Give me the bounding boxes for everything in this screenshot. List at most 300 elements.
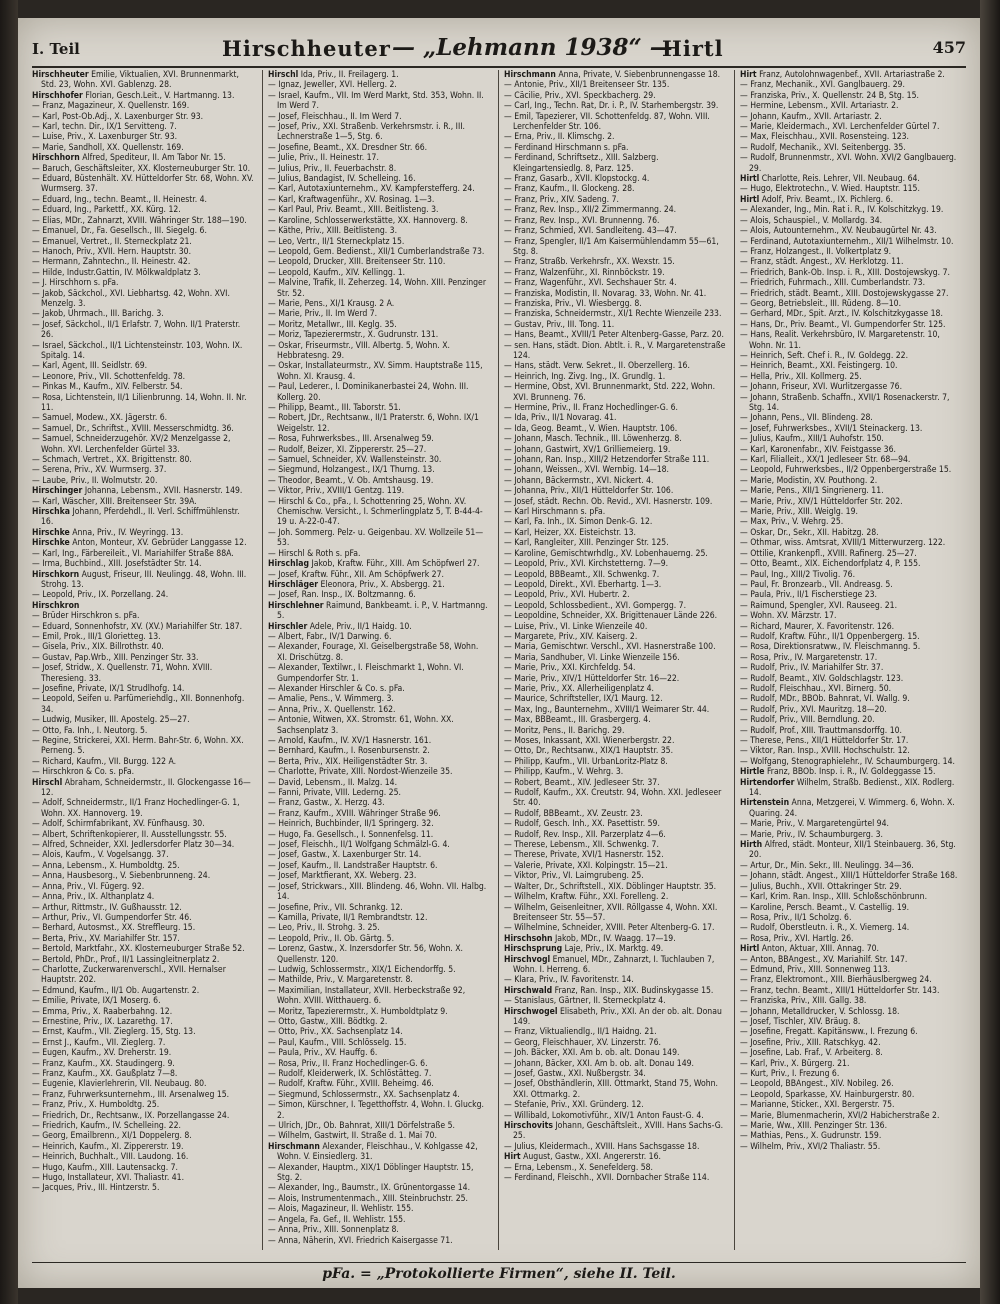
directory-entry: — Viktor, Ran. Insp., XVIII. Hochschulstr. 12.: [740, 746, 910, 757]
directory-entry: — Marie, Pens., XII/1 Singrienerg. 11.: [740, 486, 884, 497]
directory-entry: — Franz, Magazineur, X. Quellenstr. 169.: [32, 101, 190, 112]
directory-entry: — Karl, Priv., X. Bürgerg. 21.: [740, 1058, 850, 1069]
directory-entry: — Ferdinand, Autotaxiunternehm., XII/1 Wilhelmstr. 10.: [740, 236, 954, 247]
directory-entry: — Josef, Fleischhau., II. Im Werd 7.: [268, 111, 402, 122]
directory-entry: — Samuel, Dr., Schriftst., XVIII. Messerschmidtg. 36.: [32, 423, 234, 434]
directory-entry: — Albert, Schriftenkopierer, II. Ausstellungsstr. 55.: [32, 829, 227, 840]
directory-entry: — Josefine, Private, IX/1 Strudlhofg. 14.: [32, 683, 185, 694]
directory-entry: — Ernestine, Priv., IX. Lazarethg. 17.: [32, 1016, 173, 1027]
directory-entry: — Moritz, Metallwr., III. Keglg. 35.: [268, 319, 397, 330]
directory-entry: Hirtendorfer Wilhelm, Straßb. Bedienst., XIX. Rodlerg. 14.: [740, 777, 955, 799]
directory-entry: — Marie, Priv., XIV/1 Hütteldorfer Str. 202.: [740, 496, 903, 507]
directory-entry: — Moritz, Pens., II. Barichg. 29.: [504, 725, 625, 736]
directory-entry: — Karl, Karonenfabr., XIV. Feistgasse 36.: [740, 444, 896, 455]
directory-entry: — Anna, Priv., VI. Fügerg. 92.: [32, 881, 145, 892]
directory-entry: — Franz, Rev. Insp., XVI. Brunnenng. 76.: [504, 215, 660, 226]
directory-entry: Hirtle Franz, BBOb. Insp. i. R., IV. Goldeggasse 15.: [740, 767, 936, 778]
directory-entry: — Josef, Fleischh., II/1 Wolfgang Schmälzl-G. 4.: [268, 840, 450, 851]
directory-entry: — Josef, Kaufm., II. Landstraßer Hauptstr. 6.: [268, 860, 438, 871]
directory-entry: — Eduard, Büstenhält. XV. Hütteldorfer Str. 68, Wohn. XV. Wurmserg. 37.: [32, 174, 254, 195]
directory-entry: — Heinrich, Seft. Chef i. R., IV. Goldegg. 22.: [740, 350, 909, 361]
directory-entry: — Rudolf, Oberstleutn. i. R., X. Viemerg. 14.: [740, 923, 910, 934]
directory-entry: — Richard, Maurer, X. Favoritenstr. 126.: [740, 621, 895, 632]
directory-entry: — Johann, Bäckermstr., XVI. Nickert. 4.: [504, 475, 654, 486]
directory-entry: Hirschsohn Jakob, MDr., IV. Waagg. 17—19.: [504, 933, 676, 944]
column-divider: [734, 70, 735, 1250]
directory-entry: — Franz, Schmied, XVI. Sandleiteng. 43—47.: [504, 226, 677, 237]
directory-entry: — Margarete, Priv., XIV. Kaiserg. 2.: [504, 631, 638, 642]
directory-entry: — Ottilie, Krankenpfl., XVIII. Rafinerg. 25—27.: [740, 548, 917, 559]
directory-entry: — Rudolf, BBBeamt., XV. Zeustr. 23.: [504, 808, 643, 819]
directory-entry: — Maria, Sandhuber, VI. Linke Wienzeile 156.: [504, 652, 680, 663]
directory-entry: — Kamilla, Private, II/1 Rembrandtstr. 12.: [268, 912, 428, 923]
directory-entry: — Leopold, Priv., XVI. Kirchstetterng. 7—9.: [504, 559, 669, 570]
directory-entry: — Alois, Instrumentenmach., XIII. Steinbruchstr. 25.: [268, 1193, 468, 1204]
directory-entry: — Leopold, BBBeamt., XII. Schwenkg. 7.: [504, 569, 660, 580]
directory-entry: — Samuel, Modew., XX. Jägerstr. 6.: [32, 413, 168, 424]
directory-entry: — Alois, Schauspiel., V. Mollardg. 34.: [740, 215, 883, 226]
directory-entry: — Karl Hirschmann s. pFa.: [504, 507, 606, 518]
directory-entry: — Alois, Kaufm., V. Vogelsangg. 37.: [32, 850, 169, 861]
directory-entry: — Alexander Hirschler & Co. s. pFa.: [268, 683, 405, 694]
directory-entry: — Oskar, Dr., Sekr., XII. Habitzg. 28.: [740, 527, 879, 538]
directory-entry: — Josef, Gastw., XXI. Nußbergstr. 34.: [504, 1069, 646, 1079]
directory-entry: — Marie, Ww., XIII. Penzinger Str. 136.: [740, 1121, 888, 1132]
directory-entry: — Eugenie, Klavierlehrerin, VII. Neubaug. 80.: [32, 1079, 207, 1090]
directory-entry: — Johann, Kaufm., XVII. Artariastr. 2.: [740, 111, 882, 122]
directory-entry: — Raimund, Spengler, XVI. Rauseeg. 21.: [740, 600, 898, 611]
directory-entry: — Hanoch, Priv., XVII. Hern. Hauptstr. 30.: [32, 246, 192, 257]
column-3: [504, 70, 726, 1250]
directory-entry: — Karoline, Persch. Beamt., V. Castellig. 19.: [740, 902, 910, 913]
directory-entry: — Anna, Priv., XIII. Sonnenplatz 8.: [268, 1225, 399, 1236]
directory-entry: Hirschhorn Alfred, Spediteur, II. Am Tabor Nr. 15.: [32, 153, 226, 164]
directory-entry: — Rudolf, Priv., IV. Mariahilfer Str. 37.: [740, 663, 884, 674]
directory-entry: — Karl, Heizer, XX. Eisteichstr. 13.: [504, 527, 636, 538]
directory-entry: — J. Hirschhorn s. pFa.: [32, 278, 119, 289]
columns-container: [32, 70, 966, 1250]
directory-entry: — David, Lebensm., II. Malzg. 14.: [268, 777, 398, 788]
directory-entry: — Hans, Realit. Verkehrsbüro, IV. Margaretenstr. 10, Wohn. Nr. 11.: [740, 330, 940, 351]
page-footer: pFa. = „Protokollierte Firmen“, siehe II. Teil.: [32, 1262, 966, 1288]
directory-entry: — Johann, Ran. Insp., XIII/2 Hetzendorfer Straße 111.: [504, 455, 710, 466]
directory-entry: — Mathias, Pens., X. Gudrunstr. 159.: [740, 1131, 882, 1142]
directory-entry: Hirtenstein Anna, Metzgerei, V. Wimmerg. 6, Wohn. X. Quaring. 24.: [740, 798, 955, 819]
directory-entry: Hirth Alfred, städt. Monteur, XII/1 Steinbauerg. 36, Stg. 20.: [740, 840, 956, 861]
directory-entry: — Marie, Pens., XI/1 Krausg. 2 A.: [268, 298, 395, 309]
directory-entry: — Julius, Kaufm., XIII/1 Auhofstr. 150.: [740, 434, 884, 445]
directory-entry: — Johann, Straßenb. Schaffn., XVII/1 Rosenackerstr. 7, Stg. 14.: [740, 392, 950, 413]
directory-entry: — Hella, Priv., XII. Kollmerg. 25.: [740, 371, 862, 382]
directory-entry: — Max, Priv., V. Wehrg. 25.: [740, 517, 844, 528]
directory-entry: Hirtl Anton, Aktuar, XIII. Annag. 70.: [740, 944, 879, 955]
directory-entry: — Paul, Ing., XIII/2 Tivolig. 76.: [740, 569, 856, 580]
directory-entry: — Heinrich, Buchbinder, II/1 Springerg. 32.: [268, 819, 434, 830]
directory-entry: — Therese, Private, XVI/1 Hasnerstr. 152.: [504, 850, 664, 861]
directory-entry: Hirschovits Johann, Geschäftsleit., XVIII. Hans Sachs-G. 25.: [504, 1121, 724, 1142]
directory-entry: — Georg, Emailbrenn., XI/1 Doppelerg. 8.: [32, 1131, 192, 1142]
directory-entry: — Klara, Priv., IV. Favoritenstr. 14.: [504, 975, 634, 986]
directory-entry: — Viktor, Priv., VI. Laimgrubeng. 25.: [504, 871, 644, 882]
directory-entry: — Franz, Wagenführ., XVI. Sechshauer Str. 4.: [504, 278, 677, 289]
directory-entry: — Moriz, Tapezierermstr., X. Gudrunstr. 131.: [268, 330, 439, 341]
directory-entry: — Franz, Kaufm., XX. Gaußplatz 7—8.: [32, 1069, 178, 1079]
directory-entry: — Gustav, Priv., III. Tong. 11.: [504, 319, 615, 330]
directory-entry: — Franziska, Priv., XIII. Gallg. 38.: [740, 996, 867, 1007]
directory-entry: — Otto, Gastw., XIII. Bödtkg. 2.: [268, 1016, 388, 1027]
directory-entry: — Leopold, Gem. Bedienst., XII/1 Cumberlandstraße 73.: [268, 246, 485, 257]
directory-entry: Hirschinger Johanna, Lebensm., XVII. Hasnerstr. 149.: [32, 486, 243, 497]
directory-entry: — Edmund, Kaufm., II/1 Ob. Augartenstr. 2.: [32, 985, 200, 996]
directory-entry: — Emil, Prok., III/1 Glorietteg. 13.: [32, 631, 161, 642]
directory-entry: — Friedrich, Dr., Rechtsanw., IX. Porzellangasse 24.: [32, 1110, 230, 1121]
directory-entry: — Simon, Kürschner, I. Tegetthoffstr. 4, Wohn. I. Gluckg. 2.: [268, 1100, 484, 1121]
directory-entry: Hirschke Anton, Monteur, XV. Gebrüder Langgasse 12.: [32, 538, 247, 549]
directory-entry: — Alexander, Ing., Baumstr., IX. Grünentorgasse 14.: [268, 1183, 471, 1194]
directory-entry: — Josef, Marktfierant, XX. Weberg. 23.: [268, 871, 417, 882]
directory-entry: — Hugo, Installateur, XVI. Thaliastr. 41.: [32, 1173, 185, 1184]
directory-entry: — Therese, Pens., XII/1 Hütteldorfer Str. 17.: [740, 736, 909, 746]
directory-entry: — Marie, Priv., II. Im Werd 7.: [268, 309, 378, 320]
directory-entry: — Samuel, Schneiderzugehör. XV/2 Menzelgasse 2, Wohn. XVI. Lerchenfelder Gürtel 33.: [32, 434, 231, 455]
directory-entry: — sen. Hans, städt. Dion. Abtlt. i. R., V. Margaretenstraße 124.: [504, 340, 726, 361]
directory-entry: — Max, Fleischhau., XVII. Rosensteing. 123.: [740, 132, 910, 143]
directory-entry: — Josef, Priv., XXI. Straßenb. Verkehrsmstr. i. R., III. Lechnerstraße 1—5, Stg. 6.: [268, 122, 465, 143]
directory-entry: — Marie, Sandholl, XX. Quellenstr. 169.: [32, 142, 184, 153]
directory-entry: — Philipp, Beamt., III. Taborstr. 51.: [268, 403, 401, 413]
directory-entry: Hirschl Ida, Priv., II. Freilagerg. 1.: [268, 70, 399, 80]
directory-entry: — Rudolf, Brunnenmstr., XVI. Wohn. XVI/2 Ganglbauerg. 29.: [740, 153, 957, 174]
directory-entry: Hirt Franz, Autolohnwagenbef., XVII. Artariastraße 2.: [740, 70, 945, 80]
directory-entry: — Rudolf, Prof., XIII. Trauttmansdorffg. 10.: [740, 725, 902, 736]
directory-entry: — Emanuel, Vertret., II. Sterneckplatz 21.: [32, 236, 192, 247]
directory-entry: — Maria, Gemischtwr. Verschl., XVI. Hasnerstraße 100.: [504, 642, 716, 653]
directory-entry: — Leopold, BBAngest., XIV. Nobileg. 26.: [740, 1079, 894, 1090]
directory-entry: — Joh. Bäcker, XXI. Am b. ob. alt. Donau 149.: [504, 1048, 680, 1059]
directory-entry: — Richard, Kaufm., VII. Burgg. 122 A.: [32, 756, 177, 767]
directory-entry: — Otto, Beamt., XIX. Eichendorfplatz 4, P. 155.: [740, 559, 921, 570]
directory-entry: — Franz, Elektromont., XIII. Bierhäuslbergweg 24.: [740, 975, 932, 986]
directory-entry: — Alois, Autounternehm., XV. Neubaugürtel Nr. 43.: [740, 226, 937, 237]
directory-entry: — Philipp, Kaufm., VII. UrbanLoritz-Platz 8.: [504, 756, 668, 767]
directory-entry: — Josef, Gastw., X. Laxenburger Str. 14.: [268, 850, 422, 861]
directory-entry: — Fanni, Private, VIII. Lederng. 25.: [268, 788, 401, 799]
directory-entry: — Franz, Kaufm., II. Glockeng. 28.: [504, 184, 635, 195]
directory-entry: — Leopoldine, Schneider, XX. Brigittenauer Lände 226.: [504, 611, 718, 622]
directory-entry: — Arthur, Rittmstr., IV. Gußhausstr. 12.: [32, 902, 182, 913]
directory-entry: — Josefine, Beamt., XX. Dresdner Str. 66.: [268, 142, 428, 153]
directory-entry: — Julius, Kleidermach., XVIII. Hans Sachsgasse 18.: [504, 1141, 700, 1152]
directory-entry: — Stanislaus, Gärtner, II. Sterneckplatz 4.: [504, 996, 666, 1007]
directory-entry: — Leopold, Direkt., XVI. Eberhartg. 1—3.: [504, 579, 662, 590]
directory-entry: — Ferdinand Hirschmann s. pFa.: [504, 142, 629, 153]
directory-entry: — Anton, BBAngest., XV. Mariahilf. Str. 147.: [740, 954, 908, 965]
directory-entry: — Johanna, Priv., XII/1 Hütteldorfer Str. 106.: [504, 486, 674, 497]
directory-entry: — Otto, Fa. Inh., I. Neutorg. 5.: [32, 725, 148, 736]
directory-entry: — Käthe, Priv., XIII. Beitlisteng. 3.: [268, 226, 398, 237]
directory-entry: — Ernst, Kaufm., VII. Zieglerg. 15, Stg. 13.: [32, 1027, 196, 1038]
directory-entry: — Anna, Priv., X. Quellenstr. 162.: [268, 704, 396, 715]
directory-entry: — Mathilde, Priv., V. Margaretenstr. 8.: [268, 975, 413, 986]
directory-entry: — Ernst J., Kaufm., VII. Zieglerg. 7.: [32, 1037, 166, 1048]
directory-entry: — Karl, Wäscher, XIII. Breitenseer Str. 39A.: [32, 496, 197, 507]
directory-entry: — Leopold, Schlossbedient., XVI. Gompergg. 7.: [504, 600, 687, 611]
directory-entry: — Antonie, Priv., XII/1 Breitenseer Str. 135.: [504, 80, 670, 91]
directory-entry: — Hirschl & Roth s. pFa.: [268, 548, 361, 559]
directory-entry: — Karl Paul, Priv. Beamt., XIII. Beitlisteng. 3.: [268, 205, 439, 216]
directory-entry: — Wohn. XV. Märzstr. 17.: [740, 611, 837, 622]
directory-entry: — Robert, Beamt., XIV. Jedleseer Str. 37.: [504, 777, 660, 788]
directory-entry: — Heinrich, Kaufm., XI. Zippererstr. 19.: [32, 1141, 184, 1152]
directory-entry: Hirschwogel Elisabeth, Priv., XXI. An der ob. alt. Donau 149.: [504, 1006, 722, 1027]
directory-entry: — Johann, Weissen., XVI. Wernbig. 14—18.: [504, 465, 670, 476]
directory-entry: — Adolf, Schirmfabrikant, XV. Fünfhausg. 30.: [32, 819, 205, 830]
directory-entry: — Johann, Masch. Technik., III. Löwenherzg. 8.: [504, 434, 682, 445]
directory-entry: — Rosa, Priv., XVI. Hartlg. 26.: [740, 933, 854, 944]
directory-entry: — Karl, Ing., Färbereileit., VI. Mariahilfer Straße 88A.: [32, 548, 234, 559]
directory-entry: — Siegmund, Holzangest., IX/1 Thurng. 13.: [268, 465, 435, 476]
directory-entry: — Friedrich, Kaufm., IV. Schelleing. 22.: [32, 1121, 181, 1132]
directory-entry: — Franz, techn. Beamt., XIII/1 Hütteldorfer Str. 143.: [740, 985, 940, 996]
directory-entry: — Wilhelm, Kraftw. Führ., XXI. Forelleng. 2.: [504, 892, 669, 903]
directory-entry: — Eugen, Kaufm., XV. Dreherstr. 19.: [32, 1048, 172, 1059]
directory-entry: — Anna, Lebensm., X. Humboldtg. 25.: [32, 860, 180, 871]
directory-entry: — Franz, Gasarb., XVII. Klopstockg. 4.: [504, 174, 650, 185]
directory-entry: — Rosa, Direktionsratww., IV. Fleischmanng. 5.: [740, 642, 921, 653]
directory-entry: — Kurt, Priv., I. Frezung 6.: [740, 1069, 840, 1079]
directory-entry: — Rudolf, Gesch. Inh., XX. Pasettistr. 59.: [504, 819, 660, 830]
directory-entry: — Maurice, Schriftsteller, IX/1 Maurg. 12.: [504, 694, 663, 705]
directory-entry: — Cäcilie, Priv., XVI. Speckbacherg. 29.: [504, 90, 656, 101]
directory-entry: — Marie, Priv., XXI. Kirchfeldg. 54.: [504, 663, 636, 674]
directory-entry: — Gustav, Pap.Wrb., XIII. Penzinger Str. 33.: [32, 652, 199, 663]
directory-entry: — Rudolf, Beizer, XI. Zippererstr. 25—27.: [268, 444, 427, 455]
directory-entry: — Hermine, Priv., II. Franz Hochedlinger-G. 6.: [504, 403, 678, 413]
directory-entry: — Oskar, Installateurmstr., XV. Simm. Hauptstraße 115, Wohn. XI. Krausg. 4.: [268, 361, 483, 382]
directory-entry: Hirschkron: [32, 600, 80, 611]
directory-entry: — Franz, Straßb. Verkehrsfr., XX. Wexstr. 15.: [504, 257, 675, 268]
directory-entry: Hirschhofer Florian, Gesch.Leit., V. Hartmanng. 13.: [32, 90, 235, 101]
directory-entry: — Ignaz, Jeweller, XVI. Hellerg. 2.: [268, 80, 397, 91]
directory-entry: — Hans, Beamt., XVIII/1 Peter Altenberg-Gasse, Parz. 20.: [504, 330, 724, 341]
directory-entry: — Julius, Buchh., XVII. Ottakringer Str. 29.: [740, 881, 902, 892]
directory-entry: — Heinrich, Buchhalt., VIII. Laudong. 16.: [32, 1152, 189, 1163]
directory-entry: — Franziska, Modistin, II. Novarag. 33, Wohn. Nr. 41.: [504, 288, 707, 299]
directory-entry: — Marie, Priv., IV. Schaumburgerg. 3.: [740, 829, 884, 840]
directory-entry: — Alexander, Textilwr., I. Fleischmarkt 1, Wohn. VI. Gumpendorfer Str. 1.: [268, 663, 464, 684]
directory-entry: — Heinrich, Beamt., XXI. Feistingerg. 10.: [740, 361, 898, 372]
directory-entry: — Alois, Magazineur, II. Wehlistr. 155.: [268, 1204, 414, 1215]
directory-entry: — Karoline, Gemischtwrhdlg., XV. Lobenhauerng. 25.: [504, 548, 708, 559]
directory-entry: — Franziska, Schneidermstr., XI/1 Rechte Wienzeile 233.: [504, 309, 722, 320]
directory-entry: — Moritz, Tapezierermstr., X. Humboldtplatz 9.: [268, 1006, 448, 1017]
directory-entry: — Philipp, Kaufm., V. Wehrg. 3.: [504, 767, 624, 778]
directory-entry: — Julius, Bandagist, IV. Schelleing. 16.: [268, 174, 416, 185]
directory-entry: — Rosa, Priv., IV. Margaretenstr. 17.: [740, 652, 878, 663]
directory-entry: — Emilie, Private, IX/1 Moserg. 6.: [32, 996, 161, 1007]
directory-entry: Hirtl Charlotte, Reis. Lehrer, VII. Neubaug. 64.: [740, 174, 920, 185]
directory-entry: — Julius, Priv., II. Feuerbachstr. 8.: [268, 163, 397, 174]
directory-entry: — Rudolf, Beamt., XIV. Goldschlagstr. 123.: [740, 673, 904, 684]
directory-entry: — Emanuel, Dr., Fa. Gesellsch., III. Siegelg. 6.: [32, 226, 207, 237]
directory-entry: — Marie, Priv., XX. Allerheiligenplatz 4.: [504, 683, 654, 694]
column-divider: [498, 70, 499, 1250]
directory-entry: — Franz, Priv., XIV. Sadeng. 7.: [504, 194, 619, 205]
directory-entry: — Marie, Blumenmacherin, XVI/2 Habicherstraße 2.: [740, 1110, 940, 1121]
directory-entry: — Theodor, Beamt., V. Ob. Amtshausg. 19.: [268, 475, 434, 486]
directory-entry: — Franz, Walzenführ., XI. Rinnböckstr. 19.: [504, 267, 665, 278]
directory-entry: Hirschlehner Raimund, Bankbeamt. i. P., V. Hartmanng. 5.: [268, 600, 488, 622]
directory-entry: — Brüder Hirschkron s. pFa.: [32, 611, 140, 622]
directory-entry: — Anna, Priv., IX. Althanplatz 4.: [32, 892, 155, 903]
directory-entry: — Franz, Kaufm., XX. Staudingerg. 9.: [32, 1058, 175, 1069]
directory-entry: — Hugo, Fa. Gesellsch., I. Sonnenfelsg. 11.: [268, 829, 434, 840]
directory-entry: — Berta, Priv., XV. Mariahilfer Str. 157.: [32, 933, 180, 944]
directory-entry: — Gerhard, MDr., Spit. Arzt., IV. Kolschitzkygasse 18.: [740, 309, 943, 320]
directory-entry: — Franz, Kaufm., XVIII. Währinger Straße 96.: [268, 808, 441, 819]
directory-entry: Hirschläger Eleonora, Priv., X. Absbergg. 21.: [268, 579, 445, 590]
directory-entry: — Pinkas M., Kaufm., XIV. Felberstr. 54.: [32, 382, 183, 393]
directory-entry: — Rudolf, Priv., VIII. Berndlung. 20.: [740, 715, 875, 726]
directory-entry: — Josef, Obsthändlerin, XIII. Ottmarkt, Stand 75, Wohn. XXI. Ottmarkg. 2.: [504, 1079, 719, 1100]
directory-entry: — Oskar, Friseurmstr., VIII. Albertg. 5, Wohn. X. Hebbratesng. 29.: [268, 340, 450, 361]
directory-entry: — Valerie, Private, XXI. Kolpingstr. 15—21.: [504, 860, 668, 871]
directory-entry: — Johann, Gastwirt, XV/1 Grilliemeierg. 19.: [504, 444, 671, 455]
directory-entry: — Julie, Priv., II. Heinestr. 17.: [268, 153, 379, 164]
directory-entry: — Friedrich, städt. Beamt., XIII. Dostojewskygasse 27.: [740, 288, 949, 299]
directory-entry: — Israel, Kaufm., VII. Im Werd Markt, Std. 353, Wohn. II. Im Werd 7.: [268, 90, 484, 112]
directory-entry: — Charlotte, Zuckerwarenverschl., XVII. Hernalser Hauptstr. 202.: [32, 964, 226, 986]
directory-entry: — Arnold, Kaufm., IV. XV/1 Hasnerstr. 161.: [268, 736, 432, 746]
directory-entry: — Maximilian, Installateur, XVII. Herbeckstraße 92, Wohn. XVIII. Witthauerg. 6.: [268, 985, 466, 1007]
directory-entry: — Johann, Metalldrucker, V. Schlossg. 18.: [740, 1006, 900, 1017]
directory-entry: — Jacques, Priv., III. Hintzerstr. 5.: [32, 1183, 160, 1194]
directory-entry: — Josef, Fuhrwerksbes., XVII/1 Steinackerg. 13.: [740, 423, 923, 434]
directory-entry: — Marie, Priv., XIII. Weiglg. 19.: [740, 507, 858, 518]
directory-entry: Hirschl Abraham, Schneidermstr., II. Glockengasse 16—12.: [32, 777, 251, 799]
directory-entry: Hirschmann Anna, Private, V. Siebenbrunnengasse 18.: [504, 70, 721, 80]
directory-entry: — Albert, Fabr., IV/1 Darwing. 6.: [268, 631, 392, 642]
directory-entry: Hirt August, Gastw., XXI. Angererstr. 16.: [504, 1152, 661, 1163]
directory-entry: — Irma, Buchbind., XIII. Josefstädter Str. 14.: [32, 559, 202, 570]
directory-entry: — Marie, Priv., XIV/1 Hütteldorfer Str. 16—22.: [504, 673, 680, 684]
directory-entry: — Leopold, Seifen u. Parfümeriehdlg., XII. Bonnenhofg. 34.: [32, 694, 245, 715]
column-4: [740, 70, 962, 1250]
directory-entry: — Franz, Holzangest., II. Volkertplatz 9.: [740, 246, 892, 257]
directory-entry: — Paula, Priv., XV. Hauffg. 6.: [268, 1048, 378, 1059]
directory-entry: — Josefine, Priv., VII. Schrankg. 12.: [268, 902, 403, 913]
directory-entry: — Rosa, Priv., II. Franz Hochedlinger-G. 6.: [268, 1058, 428, 1069]
directory-entry: — Walter, Dr., Schriftstell., XIX. Döblinger Hauptstr. 35.: [504, 881, 717, 892]
directory-entry: — Karl, Post-Ob.Adj., X. Laxenburger Str. 93.: [32, 111, 204, 122]
directory-entry: — Robert, JDr., Rechtsanw., II/1 Praterstr. 6, Wohn. IX/1 Weigelstr. 12.: [268, 413, 479, 434]
directory-entry: Hirschka Johann, Pferdehdl., II. Verl. Schiffmühlenstr. 16.: [32, 507, 240, 528]
directory-entry: — Karl, Fa. Inh., IX. Simon Denk-G. 12.: [504, 517, 653, 528]
directory-entry: — Otto, Priv., XX. Sachsenplatz 14.: [268, 1027, 403, 1038]
directory-entry: Hirschmann Alexander, Fleischhau., V. Kohlgasse 42, Wohn. V. Einsiedlerg. 31.: [268, 1141, 478, 1163]
directory-entry: — Berhard, Autosmst., XX. Streffleurg. 15.: [32, 923, 196, 934]
directory-entry: — Karoline, Schlosserwerkstätte, XX. Hannoverg. 8.: [268, 215, 468, 226]
directory-entry: — Anna, Näherin, XVI. Friedrich Kaisergasse 71.: [268, 1235, 453, 1246]
directory-entry: — Franz, städt. Angest., XV. Herklotzg. 11.: [740, 257, 904, 268]
column-1: [32, 70, 254, 1250]
directory-entry: — Leonore, Priv., VII. Schottenfeldg. 78.: [32, 371, 186, 382]
directory-entry: — Josef, Stridw., X. Quellenstr. 71, Wohn. XVIII. Theresieng. 33.: [32, 663, 213, 684]
directory-entry: — Erna, Lebensm., X. Senefelderg. 58.: [504, 1162, 654, 1173]
directory-entry: — Leopold, Priv., XVI. Hubertr. 2.: [504, 590, 630, 601]
directory-entry: Hirschlag Jakob, Kraftw. Führ., XIII. Am Schöpfwerl 27.: [268, 559, 480, 570]
directory-entry: — Malvine, Trafik, II. Zeherzeg. 14, Wohn. XIII. Penzinger Str. 52.: [268, 278, 486, 299]
directory-entry: — Luise, Priv., X. Laxenburger Str. 93.: [32, 132, 178, 143]
directory-entry: Hirtl Adolf, Priv. Beamt., IX. Pichlerg. 6.: [740, 194, 894, 205]
directory-entry: — Serena, Priv., XV. Wurmserg. 37.: [32, 465, 167, 476]
directory-entry: — Johann, Bäcker, XXI. Am b. ob. alt. Donau 149.: [504, 1058, 694, 1069]
directory-entry: — Eduard, Sonnenhofstr, XV. (XV.) Mariahilfer Str. 187.: [32, 621, 243, 632]
directory-entry: — Israel, Säckchol., II/1 Lichtensteinstr. 103, Wohn. IX. Spitalg. 14.: [32, 340, 243, 361]
directory-entry: — Franz, Viktualiendlg., II/1 Haidng. 21.: [504, 1027, 657, 1038]
directory-entry: — Rosa, Lichtenstein, II/1 Lilienbrunng. 14, Wohn. II. Nr. 11.: [32, 392, 247, 413]
directory-entry: — Ferdinand, Schriftsetz., XIII. Salzberg. Kleingartensiedlg. 8, Parz. 125.: [504, 153, 659, 174]
first-entry-word: Hirschheuter: [222, 36, 391, 61]
directory-entry: — Wolfgang, Stenographielehr., IV. Schaumburgerg. 14.: [740, 756, 955, 767]
directory-entry: — Marie, Modistin, XV. Pouthong. 2.: [740, 475, 878, 486]
directory-entry: — Charlotte, Private, XIII. Nordost-Wienzeile 35.: [268, 767, 453, 778]
directory-entry: — Adolf, Schneidermstr., II/1 Franz Hochedlinger-G. 1, Wohn. XX. Hannoverg. 19.: [32, 798, 240, 819]
directory-entry: — Antonie, Witwen, XX. Stromstr. 61, Wohn. XX. Sachsenplatz 3.: [268, 715, 454, 736]
directory-entry: — Johann, Friseur, XVI. Wurlitzergasse 76.: [740, 382, 903, 393]
directory-entry: — Heinrich, Ing. Zivg. Ing., IX. Grundlg. 1.: [504, 371, 666, 382]
directory-entry: — Leopold, Sparkasse, XV. Hainburgerstr. 80.: [740, 1089, 915, 1100]
last-entry-word: Hirtl: [662, 36, 724, 61]
directory-entry: — Ludwig, Musiker, III. Apostelg. 25—27.: [32, 715, 190, 726]
directory-entry: — Emma, Priv., X. Raaberbahng. 12.: [32, 1006, 173, 1017]
directory-entry: — Lorenz, Gastw., X. Inzersdorfer Str. 56, Wohn. X. Quellenstr. 120.: [268, 944, 464, 965]
directory-entry: — Elias, MDr., Zahnarzt, XVIII. Währinger Str. 188—190.: [32, 215, 247, 226]
directory-entry: — Friedrich, Fuhrmach., XIII. Cumberlandstr. 73.: [740, 278, 926, 289]
directory-entry: — Franz, Fuhrwerksunternehm., III. Arsenalweg 15.: [32, 1089, 230, 1100]
directory-entry: — Baruch, Geschäftsleiter, XX. Klosterneuburger Str. 10.: [32, 163, 251, 174]
directory-entry: — Hans, Dr., Priv. Beamt., VI. Gumpendorfer Str. 125.: [740, 319, 946, 330]
directory-entry: — Wilhelm, Geisenleitner, XVII. Röllgasse 4, Wohn. XXI. Breitenseer Str. 55—57.: [504, 902, 718, 923]
directory-entry: — Hugo, Kaufm., XIII. Lautensackg. 7.: [32, 1162, 178, 1173]
directory-entry: — Rudolf, MDr., BBOb. Bahnrat, VI. Wallg. 9.: [740, 694, 910, 705]
directory-entry: — Wilhelmine, Schneider, XVIII. Peter Altenberg-G. 17.: [504, 923, 715, 934]
book-binding-left: [0, 0, 18, 1304]
directory-entry: — Johann, städt. Angest., XIII/1 Hütteldorfer Straße 168.: [740, 871, 958, 882]
directory-entry: Hirschke Anna, Priv., IV. Weyringg. 13.: [32, 527, 184, 538]
directory-entry: — Carl, Ing., Techn. Rat, Dr. i. P., IV. Starhembergstr. 39.: [504, 101, 719, 112]
column-divider: [262, 70, 263, 1250]
directory-entry: — Erna, Priv., II. Klimschg. 2.: [504, 132, 615, 143]
directory-entry: — Max, Ing., Baunternehm., XVIII/1 Weimarer Str. 44.: [504, 704, 710, 715]
directory-entry: — Rudolf, Kleiderwerk, IX. Schlöstätteg. 7.: [268, 1069, 432, 1079]
directory-entry: — Marie, Priv., V. Margaretengürtel 94.: [740, 819, 889, 830]
directory-entry: — Eduard, Ing., techn. Beamt., II. Heinestr. 4.: [32, 194, 207, 205]
directory-entry: — Otto, Dr., Rechtsanw., XIX/1 Hauptstr. 35.: [504, 746, 674, 757]
directory-entry: — Leo, Priv., II. Strohg. 3. 25.: [268, 923, 380, 934]
directory-entry: — Josef, Kraftw. Führ., XII. Am Schöpfwerk 27.: [268, 569, 444, 580]
directory-entry: — Paula, Priv., II/1 Fischerstiege 23.: [740, 590, 878, 601]
directory-entry: Hirschler Adele, Priv., II/1 Haidg. 10.: [268, 621, 412, 632]
directory-page: [18, 18, 980, 1288]
directory-entry: — Karl, Filialleit., XX/1 Jedleseer Str. 68—94.: [740, 455, 911, 466]
directory-entry: — Hirschkron & Co. s. pFa.: [32, 767, 135, 778]
directory-entry: — Therese, Lebensm., XII. Schwenkg. 7.: [504, 840, 659, 851]
directory-entry: — Artur, Dr., Min. Sekr., III. Neulingg. 34—36.: [740, 860, 914, 871]
directory-entry: — Joh. Sommerg. Pelz- u. Geigenbau. XV. Wollzeile 51—53.: [268, 527, 484, 549]
directory-entry: — Josef, Strickwars., XIII. Blindeng. 46, Wohn. VII. Halbg. 14.: [268, 881, 487, 903]
directory-entry: — Josefine, Lab. Fraf., V. Arbeiterg. 8.: [740, 1048, 883, 1059]
